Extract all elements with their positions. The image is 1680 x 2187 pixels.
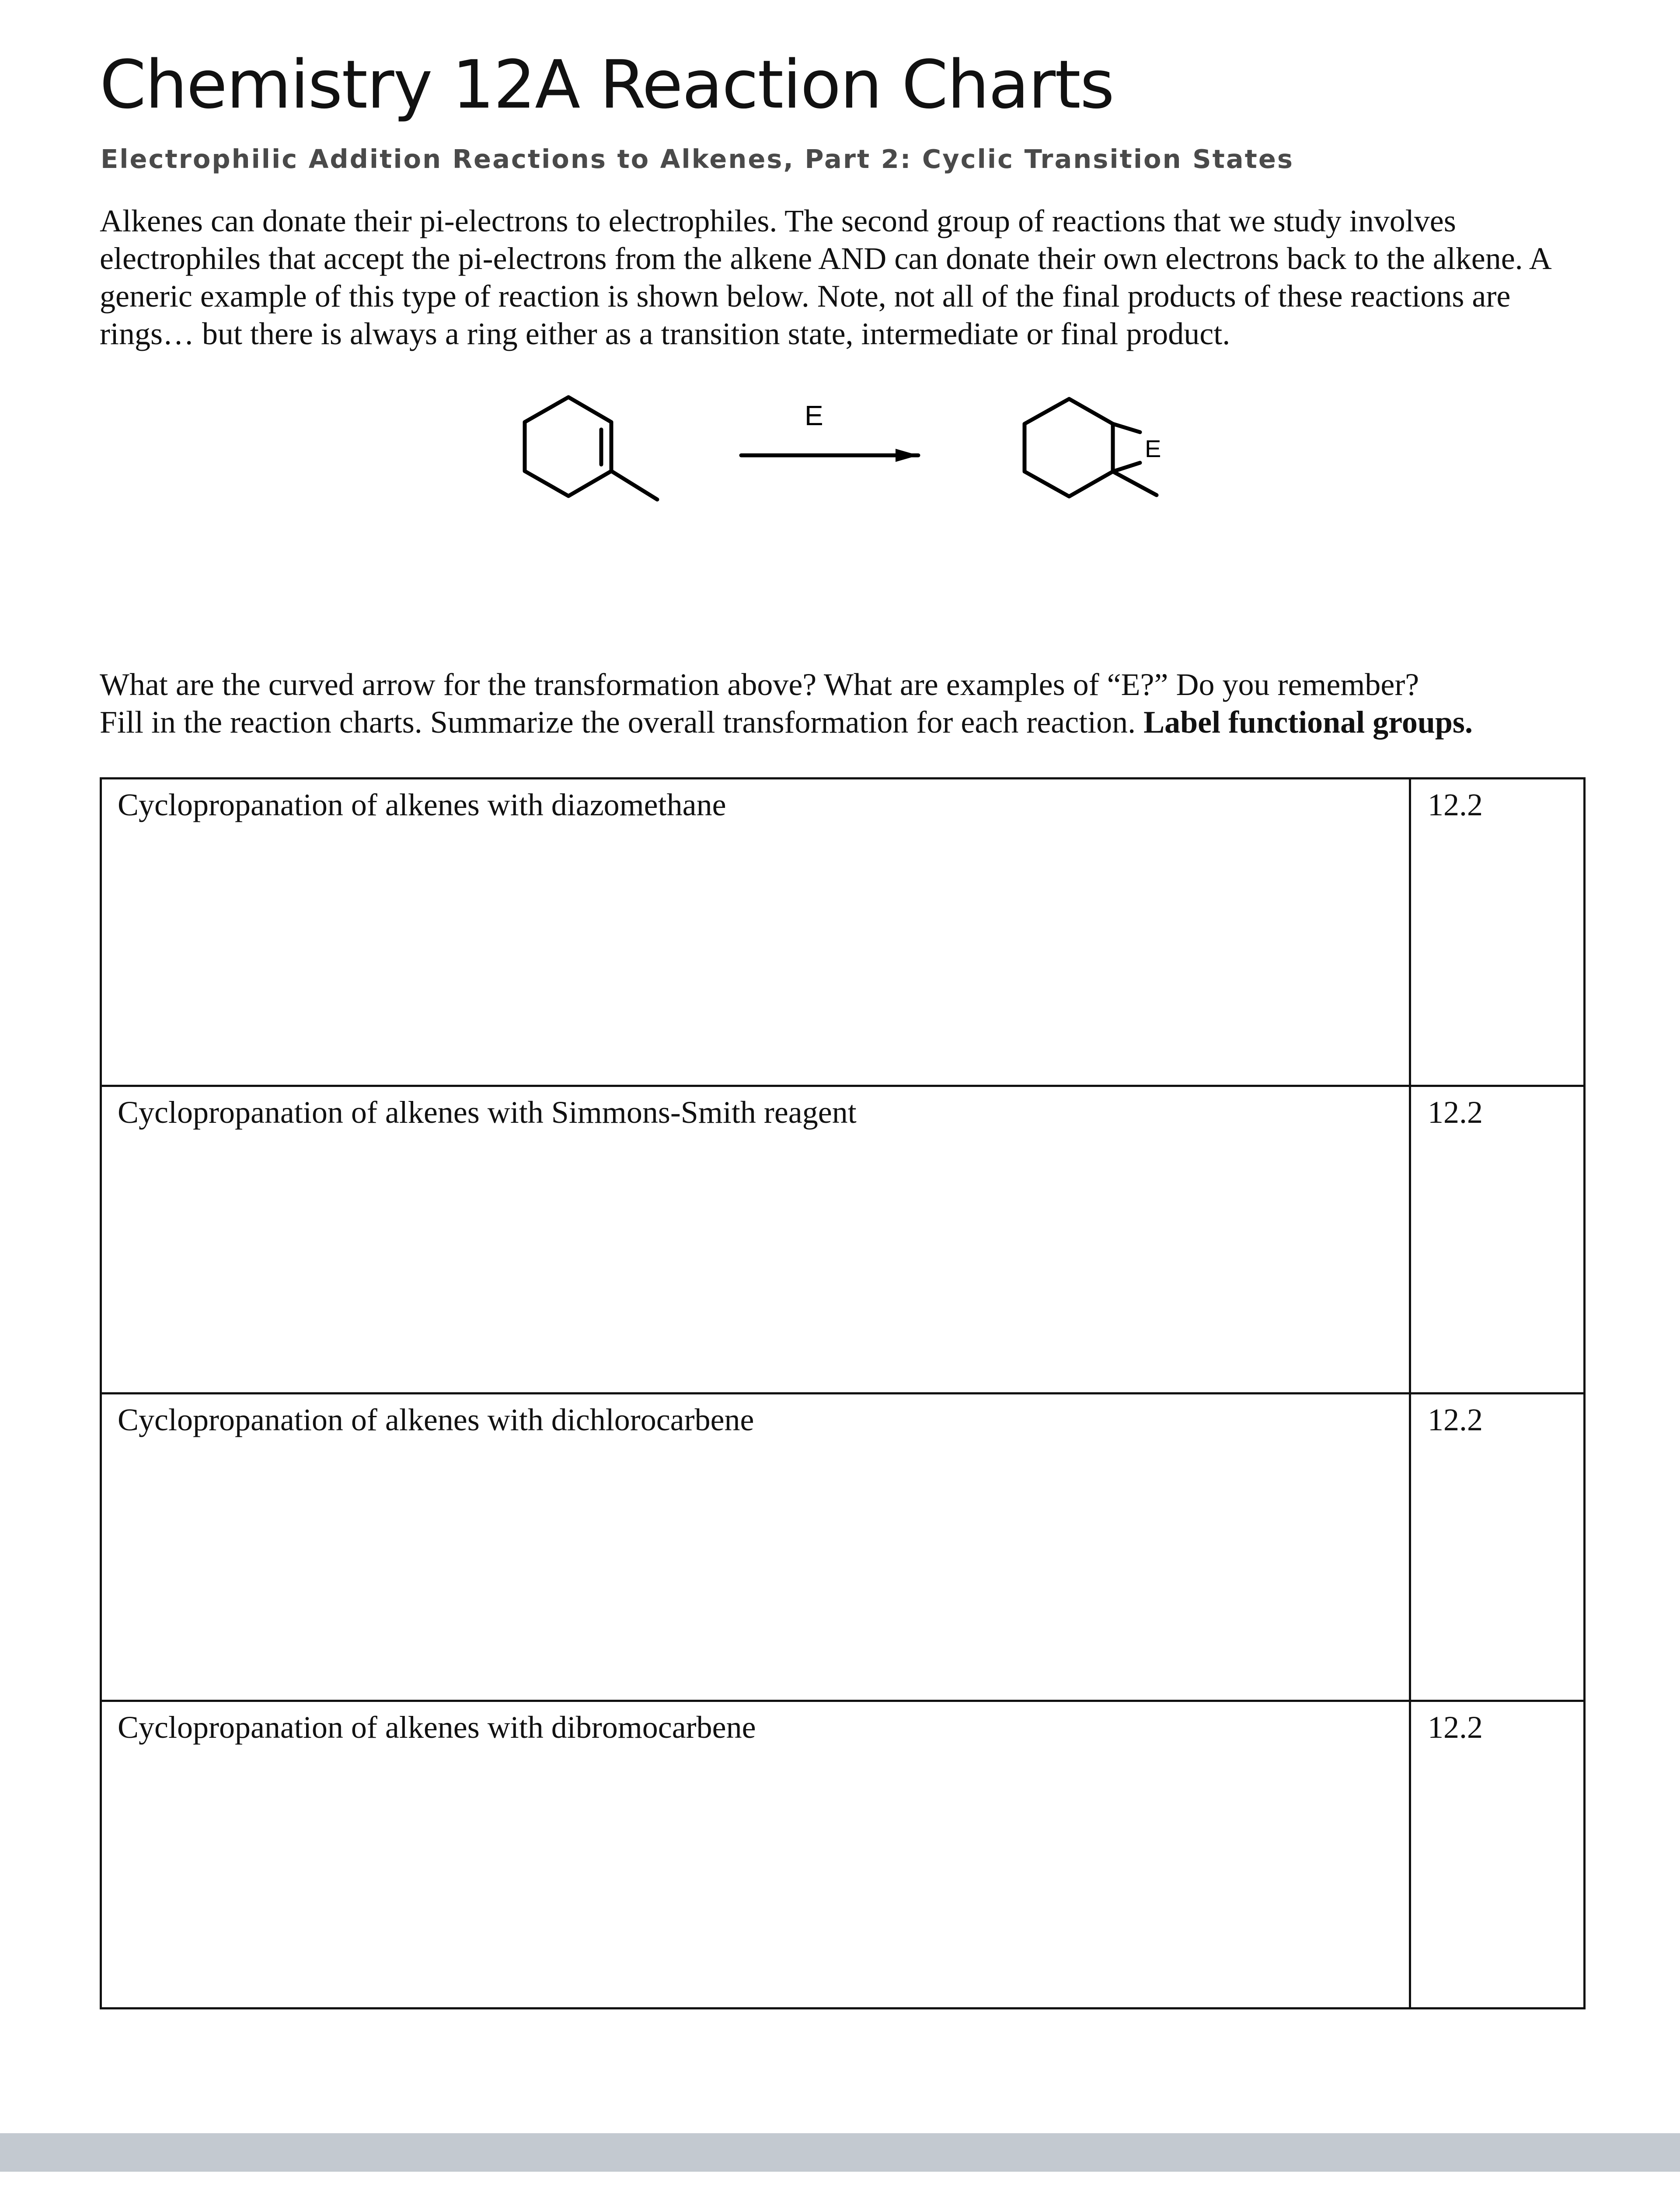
question-line: What are the curved arrow for the transformation above? What are examples of “E?” Do you remember? [100, 667, 1419, 702]
page-title: Chemistry 12A Reaction Charts [100, 46, 1114, 123]
section-number-cell: 12.2 [1410, 1701, 1585, 2009]
reaction-name-cell[interactable]: Cyclopropanation of alkenes with diazomethane [101, 779, 1410, 1086]
reaction-name-cell[interactable]: Cyclopropanation of alkenes with dibromocarbene [101, 1701, 1410, 2009]
reaction-chart-table [100, 777, 1586, 2009]
product-ring-bond-upper [1113, 424, 1140, 432]
page-subtitle: Electrophilic Addition Reactions to Alkenes, Part 2: Cyclic Transition States [101, 144, 1294, 174]
next-page [0, 2172, 1680, 2187]
section-number-cell: 12.2 [1410, 779, 1585, 1086]
reactant-methyl-bond [611, 471, 657, 500]
table-row [101, 1701, 1585, 2009]
generic-reaction-scheme [481, 385, 1224, 516]
table-row [101, 779, 1585, 1086]
product-cyclohexane-ring [1025, 399, 1113, 496]
label-instruction: Label functional groups. [1143, 705, 1473, 740]
instruction-line [100, 703, 1586, 741]
table-row [101, 1086, 1585, 1394]
reactant-cyclohexene-ring [525, 397, 611, 496]
reaction-arrow-head [896, 449, 918, 462]
section-number-cell: 12.2 [1410, 1086, 1585, 1394]
reagent-label: E [805, 400, 823, 431]
reaction-name-cell[interactable]: Cyclopropanation of alkenes with Simmons-Smith reagent [101, 1086, 1410, 1394]
instructions [100, 666, 1586, 741]
intro-paragraph: Alkenes can donate their pi-electrons to electrophiles. The second group of reactions that we study involves electrophiles that accept the pi-electrons from the alkene AND can donate their own electrons back to the alkene. A generic example of this type of reaction is shown below. Note, not all of the final products of these reactions are rings… but there is always a ring either as a transition state, intermediate or final product. [100, 203, 1550, 351]
product-e-label: E [1145, 435, 1161, 462]
product-ring-bond-lower [1113, 463, 1140, 472]
section-number-cell: 12.2 [1410, 1394, 1585, 1701]
page-separator [0, 2133, 1680, 2172]
product-methyl-bond [1113, 472, 1157, 495]
table-row [101, 1394, 1585, 1701]
reaction-name-cell[interactable]: Cyclopropanation of alkenes with dichlorocarbene [101, 1394, 1410, 1701]
instruction-text: Fill in the reaction charts. Summarize the overall transformation for each reaction. [100, 705, 1144, 740]
